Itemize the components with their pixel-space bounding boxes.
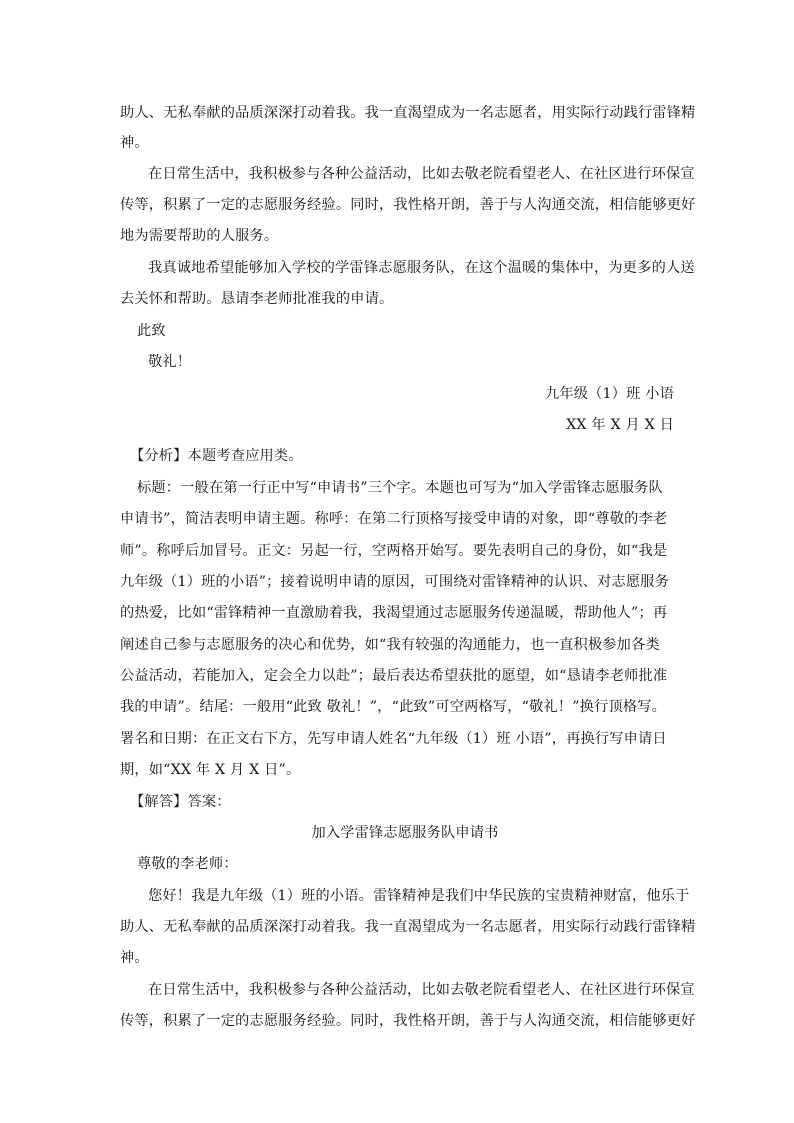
analysis-heading: 【分析】本题考查应用类。 <box>130 448 303 464</box>
body-line: 神。 <box>120 135 149 151</box>
letter-line: 在日常生活中，我积极参与各种公益活动，比如去敬老院看望老人、在社区进行环保宣 <box>148 982 695 998</box>
letter-title: 加入学雷锋志愿服务队申请书 <box>311 825 499 841</box>
letter-line: 助人、无私奉献的品质深深打动着我。我一直渴望成为一名志愿者，用实际行动践行雷锋精 <box>120 919 696 935</box>
body-line: 去关怀和帮助。恳请李老师批准我的申请。 <box>120 291 394 307</box>
letter-line: 您好！我是九年级（1）班的小语。雷锋精神是我们中华民族的宝贵精神财富，他乐于 <box>148 888 690 904</box>
analysis-line: 九年级（1）班的小语”；接着说明申请的原因，可围绕对雷锋精神的认识、对志愿服务 <box>120 574 670 590</box>
closing-line: 敬礼！ <box>148 354 192 370</box>
analysis-line: 我的申请”。结尾：一般用“此致 敬礼！”，“此致”可空两格写，“敬礼！”换行顶格写。 <box>120 699 667 715</box>
analysis-line: 申请书”，简洁表明申请主题。称呼：在第二行顶格写接受申请的对象，即“尊敬的李老 <box>120 511 668 527</box>
closing-line: 此致 <box>137 323 166 339</box>
signature-name: 九年级（1）班 小语 <box>544 386 674 402</box>
letter-line: 神。 <box>120 950 149 966</box>
analysis-line: 期，如“XX 年 X 月 X 日”。 <box>120 762 301 778</box>
analysis-line: 标题：一般在第一行正中写“申请书”三个字。本题也可写为“加入学雷锋志愿服务队 <box>137 480 663 496</box>
analysis-line: 署名和日期：在正文右下方，先写申请人姓名“九年级（1）班 小语”，再换行写申请日 <box>120 731 667 747</box>
body-line: 助人、无私奉献的品质深深打动着我。我一直渴望成为一名志愿者，用实际行动践行雷锋精 <box>120 105 696 121</box>
analysis-line: 师”。称呼后加冒号。正文：另起一行，空两格开始写。要先表明自己的身份，如“我是 <box>120 543 668 559</box>
answer-heading: 【解答】答案： <box>130 794 231 810</box>
letter-line: 传等，积累了一定的志愿服务经验。同时，我性格开朗，善于与人沟通交流，相信能够更好 <box>120 1013 696 1029</box>
body-line: 传等，积累了一定的志愿服务经验。同时，我性格开朗，善于与人沟通交流，相信能够更好 <box>120 197 696 213</box>
body-line: 地为需要帮助的人服务。 <box>120 228 279 244</box>
analysis-line: 的热爱，比如“雷锋精神一直激励着我，我渴望通过志愿服务传递温暖，帮助他人”；再 <box>120 605 668 621</box>
body-line: 我真诚地希望能够加入学校的学雷锋志愿服务队，在这个温暖的集体中，为更多的人送 <box>148 260 695 276</box>
body-line: 在日常生活中，我积极参与各种公益活动，比如去敬老院看望老人、在社区进行环保宣 <box>148 166 695 182</box>
letter-salutation: 尊敬的李老师： <box>137 856 238 872</box>
analysis-line: 阐述自己参与志愿服务的决心和优势，如“我有较强的沟通能力，也一直积极参加各类 <box>120 637 660 653</box>
analysis-line: 公益活动，若能加入，定会全力以赴”；最后表达希望获批的愿望，如“恳请李老师批准 <box>120 668 668 684</box>
signature-date: XX 年 X 月 X 日 <box>566 417 674 433</box>
